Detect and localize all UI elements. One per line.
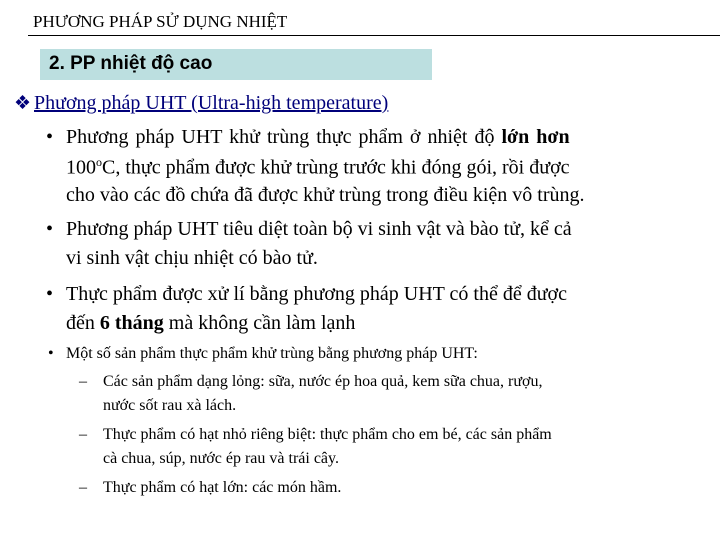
subitem-1-line-1: Các sản phẩm dạng lỏng: sữa, nước ép hoa quả, kem sữa chua, rượu, bbox=[103, 373, 543, 390]
section-label: 2. PP nhiệt độ cao bbox=[49, 53, 213, 74]
subheading bbox=[14, 92, 388, 115]
bullet-1-line-1: Phương pháp UHT khử trùng thực phẩm ở nhiệt độ lớn hơn bbox=[66, 126, 570, 148]
bullet-3-line-1: Thực phẩm được xử lí bằng phương pháp UHT có thể để được bbox=[66, 283, 568, 305]
diamond-bullet-icon: ❖ bbox=[14, 93, 32, 114]
bullet-icon: • bbox=[48, 345, 54, 362]
bullet-4-line-1: Một số sản phẩm thực phẩm khử trùng bằng phương pháp UHT: bbox=[66, 345, 478, 362]
subitem-2-line-1: Thực phẩm có hạt nhỏ riêng biệt: thực phẩm cho em bé, các sản phẩm bbox=[103, 426, 552, 443]
bullet-2-line-2: vi sinh vật chịu nhiệt có bào tử. bbox=[66, 247, 318, 269]
bullet-icon: • bbox=[46, 218, 54, 240]
bullet-icon: • bbox=[46, 126, 54, 148]
dash-icon: – bbox=[79, 373, 87, 390]
dash-icon: – bbox=[79, 426, 87, 443]
bullet-1-line-3: cho vào các đồ chứa đã được khử trùng trong điều kiện vô trùng. bbox=[66, 184, 585, 206]
subitem-1-line-2: nước sốt rau xà lách. bbox=[103, 397, 237, 414]
bullet-3-line-2: đến 6 tháng mà không cần làm lạnh bbox=[66, 312, 356, 334]
dash-icon: – bbox=[79, 479, 87, 496]
bullet-icon: • bbox=[46, 283, 54, 305]
subitem-3-line-1: Thực phẩm có hạt lớn: các món hầm. bbox=[103, 479, 342, 496]
bullet-2-line-1: Phương pháp UHT tiêu diệt toàn bộ vi sinh vật và bào tử, kể cả bbox=[66, 218, 572, 240]
bold-phrase: 6 tháng bbox=[99, 312, 164, 334]
subitem-2-line-2: cà chua, súp, nước ép rau và trái cây. bbox=[103, 450, 339, 467]
subheading-text: Phương pháp UHT (Ultra-high temperature) bbox=[34, 92, 389, 114]
header-divider bbox=[28, 35, 720, 36]
bullet-1-line-2: 100$^o$C, thực phẩm được khử trùng trước khi đóng gói, rồi được bbox=[66, 155, 570, 179]
bold-phrase: lớn hơn bbox=[501, 126, 570, 148]
page-title: PHƯƠNG PHÁP SỬ DỤNG NHIỆT bbox=[33, 12, 288, 31]
